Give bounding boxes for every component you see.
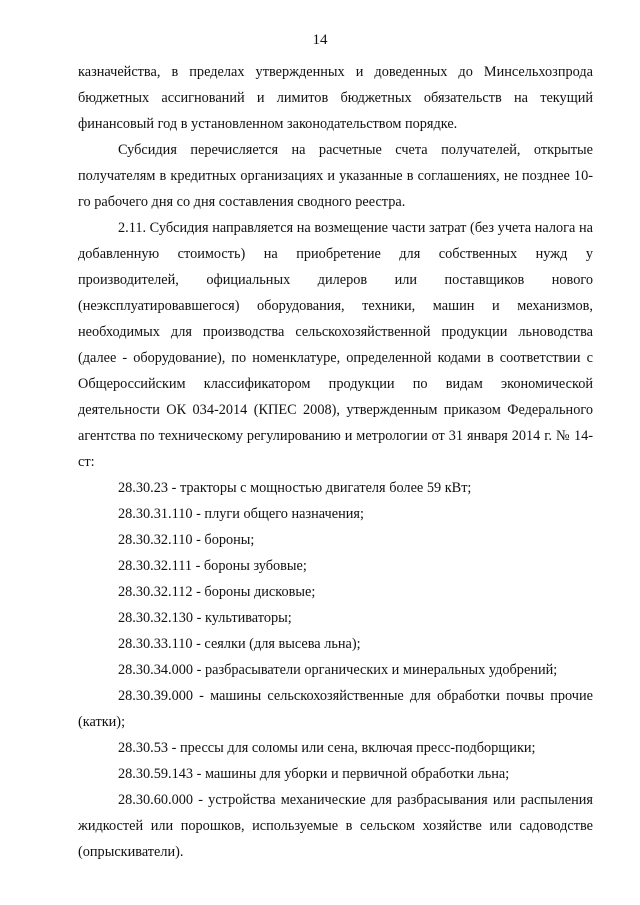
list-item-sprayers: 28.30.60.000 - устройства механические для разбрасывания или распыления жидкостей или порошков, используемые в сельском хозяйстве или садоводстве (опрыскиватели). (78, 792, 593, 860)
paragraph-2-11: 2.11. Субсидия направляется на возмещение части затрат (без учета налога на добавленную стоимость) на приобретение для собственных нужд у производителей, официальных дилеров или поставщиков нового (неэксплуатировавшегося) оборудования, техники, машин и механизмов, необходимых для производства сельскохозяйственной продукции льноводства (далее - оборудование), по номенклатуре, определенной кодами в соответствии с Общероссийским классификатором продукции по видам экономической деятельности ОК 034-2014 (КПЕС 2008), утвержденным приказом Федерального агентства по техническому регулированию и метрологии от 31 января 2014 г. № 14-ст: (78, 220, 593, 470)
list-item-seeders: 28.30.33.110 - сеялки (для высева льна); (118, 636, 361, 652)
list-item-balers: 28.30.53 - прессы для соломы или сена, включая пресс-подборщики; (118, 740, 536, 756)
paragraph-subsidy-transfer: Субсидия перечисляется на расчетные счета получателей, открытые получателям в кредитных организациях и указанные в соглашениях, не позднее 10-го рабочего дня со дня составления сводного реестра. (78, 142, 593, 210)
list-item-ploughs: 28.30.31.110 - плуги общего назначения; (118, 506, 364, 522)
document-body (78, 59, 593, 865)
list-item-tooth-harrows: 28.30.32.111 - бороны зубовые; (118, 558, 307, 574)
list-item-flax-harvesters: 28.30.59.143 - машины для уборки и первичной обработки льна; (118, 766, 510, 782)
list-item-cultivators: 28.30.32.130 - культиваторы; (118, 610, 292, 626)
list-item-soil-machines: 28.30.39.000 - машины сельскохозяйственные для обработки почвы прочие (катки); (78, 688, 593, 730)
list-item-harrows: 28.30.32.110 - бороны; (118, 532, 255, 548)
list-item-disc-harrows: 28.30.32.112 - бороны дисковые; (118, 584, 316, 600)
page-number: 14 (312, 32, 328, 48)
list-item-tractors: 28.30.23 - тракторы с мощностью двигателя более 59 кВт; (118, 480, 472, 496)
paragraph-treasury-continuation: казначейства, в пределах утвержденных и доведенных до Минсельхозпрода бюджетных ассигнований и лимитов бюджетных обязательств на текущий финансовый год в установленном законодательством порядке. (78, 64, 593, 132)
list-item-fertilizer-spreaders: 28.30.34.000 - разбрасыватели органических и минеральных удобрений; (118, 662, 558, 678)
